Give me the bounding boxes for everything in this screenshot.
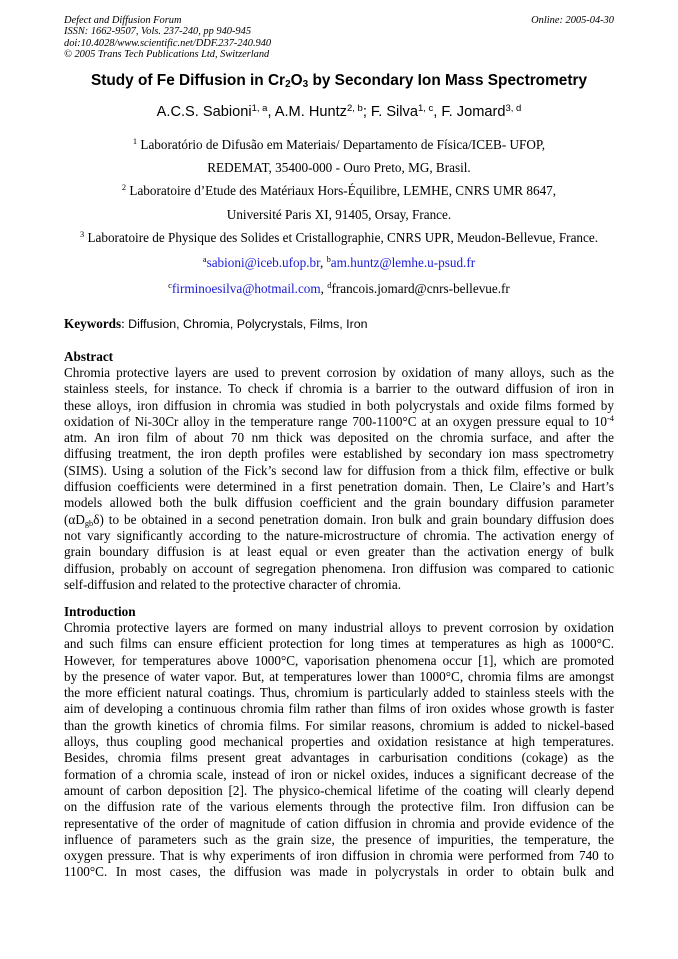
text-line: oxygen pressure. That is why experiments of iron diffusion in chromia were performed from 740 to	[64, 848, 614, 864]
text-line: grain boundary diffusion is at least equal or even greater than the activation energy of bulk	[64, 544, 614, 560]
text-line: on the diffusion rate of the various elements through the protective film. Iron diffusion can be	[64, 799, 614, 815]
text-line: 1100°C. In most cases, the diffusion was made in polycrystals in order to obtain bulk and	[64, 864, 614, 880]
email-line: $^c$firminoesilva@hotmail.com, $^d$francois.jomard@cnrs-bellevue.fr	[168, 281, 510, 296]
text-line: than the growth kinetics of chromia films. For similar reasons, chromium is added to nickel-based	[64, 717, 614, 733]
keywords-value: Diffusion, Chromia, Polycrystals, Films, Iron	[128, 317, 368, 331]
author-name: A.M. Huntz	[274, 104, 347, 120]
text-line: $(\alpha D_{gb}\delta)$ to be obtained in a second penetration domain. Iron bulk and grain boundary diffusion does	[64, 511, 614, 528]
journal-header	[64, 15, 271, 61]
copyright-line: © 2005 Trans Tech Publications Ltd, Switzerland	[64, 49, 270, 61]
email-d: francois.jomard@cnrs-bellevue.fr	[331, 281, 510, 296]
text-line: formation of a chromia scale, instead of iron or nickel oxides, induces a significant decrease of the	[64, 766, 614, 782]
online-date: Online: 2005-04-30	[531, 15, 614, 26]
author-name: A.C.S. Sabioni	[156, 104, 252, 120]
text-line: influence of parameters such as the grain size, the presence of impurities, the temperature, the	[64, 831, 614, 847]
author-emails	[0, 250, 678, 302]
text-line: diffusing treatment, the iron depth profiles were established by secondary ion mass spectrometry	[64, 446, 614, 462]
author-name: F. Jomard	[441, 104, 506, 120]
text-line: and such films can ensure efficient protection for long times at temperatures as high as 1000°C.	[64, 636, 614, 652]
affiliation-line: REDEMAT, 35400-000 - Ouro Preto, MG, Brasil.	[207, 160, 471, 176]
email-link-c[interactable]: firminoesilva@hotmail.com	[171, 281, 321, 296]
email-link-b[interactable]: am.huntz@lemhe.u-psud.fr	[330, 255, 476, 270]
affiliation-line: $^3$ Laboratoire de Physique des Solides et Cristallographie, CNRS UPR, Meudon-Bellevue, France.	[79, 229, 599, 245]
affiliations	[0, 133, 678, 249]
text-line: the more efficient natural coatings. Thus, chromium is particularly added to stainless steels with the	[64, 685, 614, 701]
text-line: these alloys, iron diffusion in chromia was studied in both polycrystals and oxide films formed by	[64, 397, 614, 413]
affiliation-line: Université Paris XI, 91405, Orsay, France.	[226, 206, 452, 222]
keywords: Keywords: Diffusion, Chromia, Polycrystals, Films, Iron	[64, 316, 368, 331]
text-line: by the presence of water vapor. But, at temperatures lower than 1000°C, chromia films are amongst	[64, 668, 614, 684]
keywords-label: Keywords	[64, 316, 122, 331]
paper-title: Study of Fe Diffusion in $Cr_2O_3$ by Secondary Ion Mass Spectrometry	[90, 72, 588, 90]
text-line: oxidation of Ni-30Cr alloy in the temperature range 700-1100°C at an oxygen pressure equal to $10^{-4}$	[64, 413, 614, 429]
affiliation-line: $^1$ Laboratório de Difusão em Materiais/ Departamento de Física/ICEB- UFOP,	[132, 137, 546, 152]
issn-line: ISSN: 1662-9507, Vols. 237-240, pp 940-945	[64, 26, 252, 38]
affiliation-line: $^2$ Laboratoire d’Etude des Matériaux Hors-Équilibre, LEMHE, CNRS UMR 8647,	[121, 183, 557, 199]
text-line: self-diffusion and related to the protective character of chromia.	[64, 576, 401, 592]
text-line: representative of the order of magnitude of cation diffusion in chromia and provide evidence of the	[64, 815, 614, 831]
text-line: Chromia protective layers are used to prevent corrosion by oxidation of many alloys, such as the	[64, 365, 614, 380]
journal-name: Defect and Diffusion Forum	[64, 15, 182, 26]
email-line: $^a$sabioni@iceb.ufop.br, $^b$am.huntz@lemhe.u-psud.fr	[202, 255, 476, 270]
text-line: models allowed both the bulk diffusion coefficient and the grain boundary diffusion parameter	[64, 495, 614, 511]
doi-line: doi:10.4028/www.scientific.net/DDF.237-240.940	[64, 37, 272, 49]
author-list: A.C.S. Sabioni$^{1, a}$, A.M. Huntz$^{2, b}$; F. Silva$^{1, c}$, F. Jomard$^{3, d}$	[156, 103, 522, 120]
text-line: not vary significantly according to the nature-microstructure of chromia. The activation energy of	[64, 527, 614, 543]
text-line: stainless steels, for instance. To check if chromia is a barrier to the outward diffusion of iron in	[64, 381, 614, 397]
introduction-body	[64, 620, 614, 881]
text-line: aim of developing a continuous chromia film rather than films of iron oxides whose growth is faster	[64, 701, 614, 717]
text-line: Besides, chromia films present great advantages in carburisation conditions (cokage) as the	[64, 750, 614, 766]
text-line: However, for temperatures above 1000°C, vaporisation phenomena occur [1], which are promoted	[64, 652, 614, 668]
text-line: Chromia protective layers are formed on many industrial alloys to prevent corrosion by oxidation	[64, 620, 614, 635]
text-line: diffusion, probably on account of segregation phenomena. Iron diffusion was compared to cationic	[64, 560, 614, 576]
text-line: diffusion coefficients were determined in a first penetration domain. Then, Le Claire’s and Hart’s	[64, 479, 614, 495]
text-line: alloys, thus coupling good mechanical properties and oxidation resistance at high temperatures.	[64, 734, 614, 750]
abstract-body	[64, 365, 614, 593]
text-line: (SIMS). Using a solution of the Fick’s second law for diffusion from a thick film, effective or bulk	[64, 462, 614, 478]
text-line: amount of carbon deposition [2]. The physico-chemical lifetime of the coating will clearly depend	[64, 782, 614, 798]
text-line: atm. An iron film of about 70 nm thick was deposited on the chromia surface, and after the	[64, 430, 614, 446]
abstract-heading: Abstract	[64, 349, 114, 364]
author-name: F. Silva	[370, 104, 418, 120]
email-link-a[interactable]: sabioni@iceb.ufop.br	[206, 255, 320, 270]
introduction-heading: Introduction	[64, 604, 136, 619]
